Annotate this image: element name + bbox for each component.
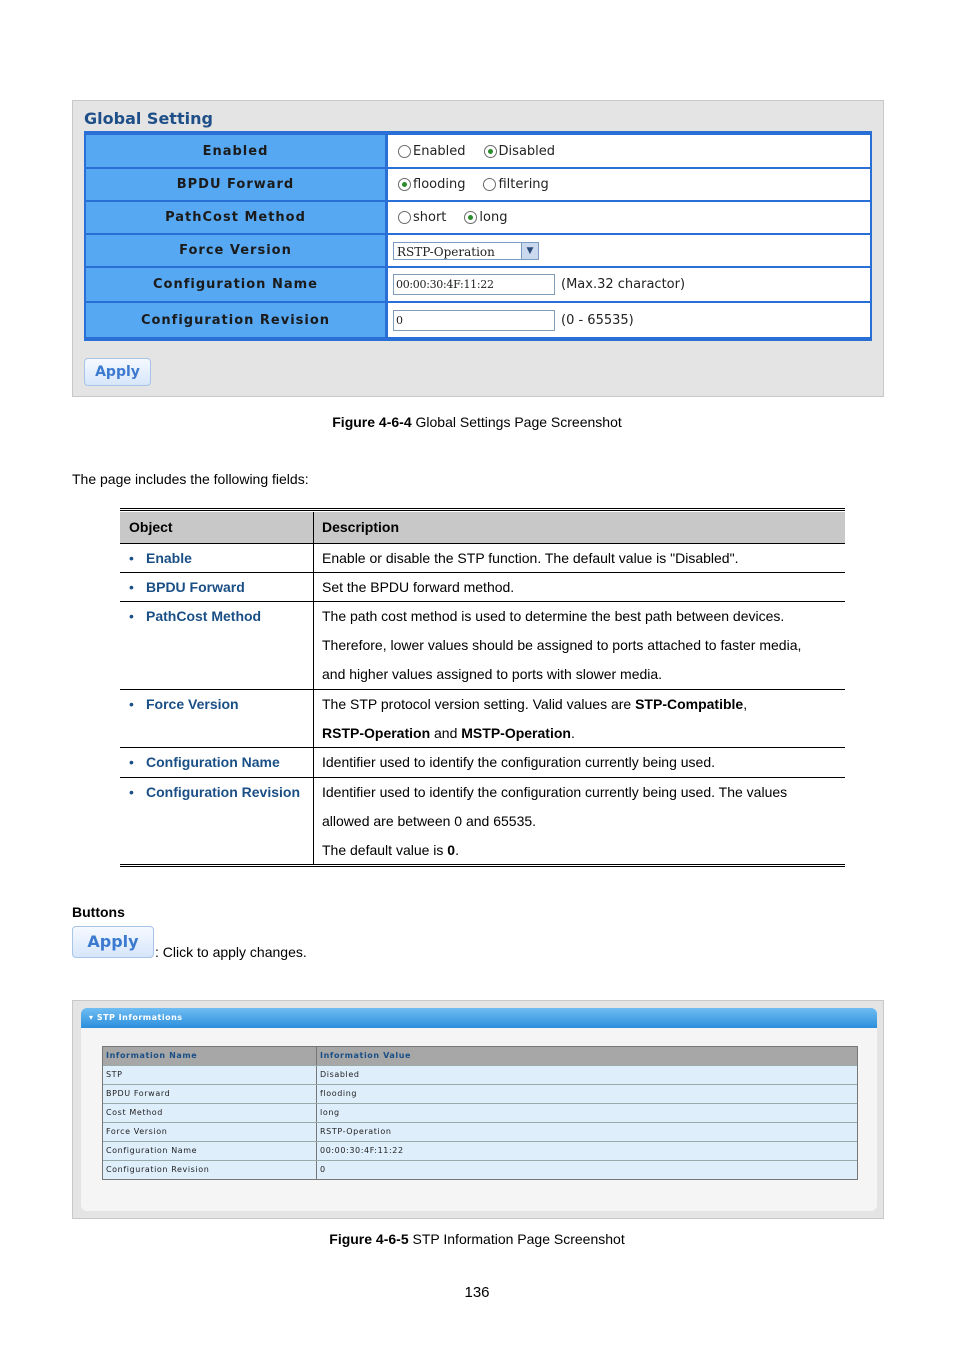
description-line: and higher values assigned to ports with slower media.	[322, 666, 663, 682]
object-name: Force Version	[146, 696, 239, 712]
description-line: Enable or disable the STP function. The default value is "Disabled".	[322, 550, 739, 566]
description-line: The path cost method is used to determine the best path between devices.	[322, 608, 785, 624]
object-name: PathCost Method	[146, 608, 262, 624]
row-label: Configuration Name	[86, 268, 385, 301]
object-name: Configuration Revision	[146, 784, 300, 800]
global-setting-title: Global Setting	[84, 109, 213, 128]
table-row: Configuration Revision 0	[103, 1161, 857, 1179]
figure-number: Figure 4-6-5	[329, 1231, 409, 1247]
description-line: Identifier used to identify the configuration currently being used.	[322, 754, 716, 770]
description-line: Identifier used to identify the configuration currently being used. The values	[322, 784, 788, 800]
apply-button-description: : Click to apply changes.	[155, 944, 307, 960]
object-name: Enable	[146, 550, 192, 566]
row-label: Force Version	[86, 235, 385, 266]
configuration-revision-input[interactable]: 0	[393, 310, 555, 331]
radio-label: Disabled	[498, 143, 556, 159]
description-line: Set the BPDU forward method.	[322, 579, 515, 595]
stp-information-table	[102, 1046, 858, 1180]
table-row: Force Version RSTP-Operation	[103, 1123, 857, 1142]
table-header	[120, 512, 845, 543]
radio-label: flooding	[413, 177, 466, 192]
radio-label: filtering	[498, 177, 549, 192]
intro-text: The page includes the following fields:	[72, 471, 309, 487]
table-row: • Force Version The STP protocol version setting. Valid values are STP-Compatible, RSTP-Operation and MSTP-Operation.	[120, 689, 845, 748]
table-row: Configuration Name 00:00:30:4F:11:22	[103, 1142, 857, 1161]
description-line: Therefore, lower values should be assigned to ports attached to faster media,	[322, 637, 802, 653]
chevron-down-icon[interactable]: ▼	[521, 243, 538, 259]
table-row: • PathCost Method The path cost method is used to determine the best path between devices. Therefore, lower values should be assigned to ports attached to faster media, and higher values assigned to ports with slower media.	[120, 601, 845, 689]
figure-caption	[0, 1231, 954, 1247]
description-line: The STP protocol version setting. Valid values are STP-Compatible,	[322, 696, 748, 712]
stp-information-bar[interactable]: ▾ STP Informations	[81, 1008, 877, 1028]
table-row: STP Disabled	[103, 1066, 857, 1085]
table-row: Cost Method long	[103, 1104, 857, 1123]
configuration-name-hint: (Max.32 charactor)	[561, 277, 686, 292]
row-label: Configuration Revision	[86, 303, 385, 337]
header-description: Description	[322, 519, 400, 535]
row-enabled	[86, 135, 870, 167]
configuration-revision-hint: (0 - 65535)	[561, 312, 634, 328]
global-setting-screenshot	[72, 100, 884, 397]
table-row: • BPDU Forward Set the BPDU forward method.	[120, 572, 845, 602]
object-name: Configuration Name	[146, 754, 280, 770]
description-line: RSTP-Operation and MSTP-Operation.	[322, 725, 575, 741]
header-object: Object	[129, 519, 173, 535]
table-row: • Enable Enable or disable the STP function. The default value is "Disabled".	[120, 543, 845, 573]
select-value: RSTP-Operation	[397, 244, 495, 259]
radio-label: long	[479, 210, 508, 225]
figure-caption	[0, 414, 954, 430]
disabled-radio[interactable]	[484, 145, 497, 158]
description-line: The default value is 0.	[322, 842, 459, 858]
row-pathcost-method	[86, 202, 870, 233]
row-bpdu-forward	[86, 169, 870, 200]
object-name: BPDU Forward	[146, 579, 245, 595]
configuration-name-input[interactable]: 00:00:30:4F:11:22	[393, 274, 555, 295]
figure-number: Figure 4-6-4	[332, 414, 412, 430]
stp-information-screenshot	[72, 1000, 884, 1219]
row-configuration-revision	[86, 303, 870, 337]
enabled-radio[interactable]	[398, 145, 411, 158]
stp-information-title: STP Informations	[96, 1013, 183, 1022]
radio-label: Enabled	[413, 143, 466, 159]
row-label: BPDU Forward	[86, 169, 385, 200]
global-setting-table	[84, 131, 872, 341]
table-row: BPDU Forward flooding	[103, 1085, 857, 1104]
table-row: • Configuration Revision Identifier used to identify the configuration currently being used. The values allowed are between 0 and 65535. The default value is 0.	[120, 777, 845, 865]
row-force-version	[86, 235, 870, 266]
figure-text: STP Information Page Screenshot	[408, 1231, 625, 1247]
apply-button[interactable]: Apply	[84, 358, 151, 386]
radio-label: short	[413, 210, 447, 225]
buttons-heading: Buttons	[72, 904, 125, 920]
flooding-radio[interactable]	[398, 178, 411, 191]
apply-button-sample[interactable]: Apply	[72, 926, 154, 958]
page-number: 136	[464, 1284, 490, 1301]
row-label: Enabled	[86, 135, 385, 167]
row-configuration-name	[86, 268, 870, 301]
table-row: • Configuration Name Identifier used to identify the configuration currently being used.	[120, 747, 845, 777]
force-version-select[interactable]	[393, 242, 539, 260]
filtering-radio[interactable]	[483, 178, 496, 191]
long-radio[interactable]	[464, 211, 477, 224]
table-header: Information Name Information Value	[103, 1047, 857, 1066]
figure-text: Global Settings Page Screenshot	[411, 414, 622, 430]
short-radio[interactable]	[398, 211, 411, 224]
row-label: PathCost Method	[86, 202, 385, 233]
description-line: allowed are between 0 and 65535.	[322, 813, 537, 829]
